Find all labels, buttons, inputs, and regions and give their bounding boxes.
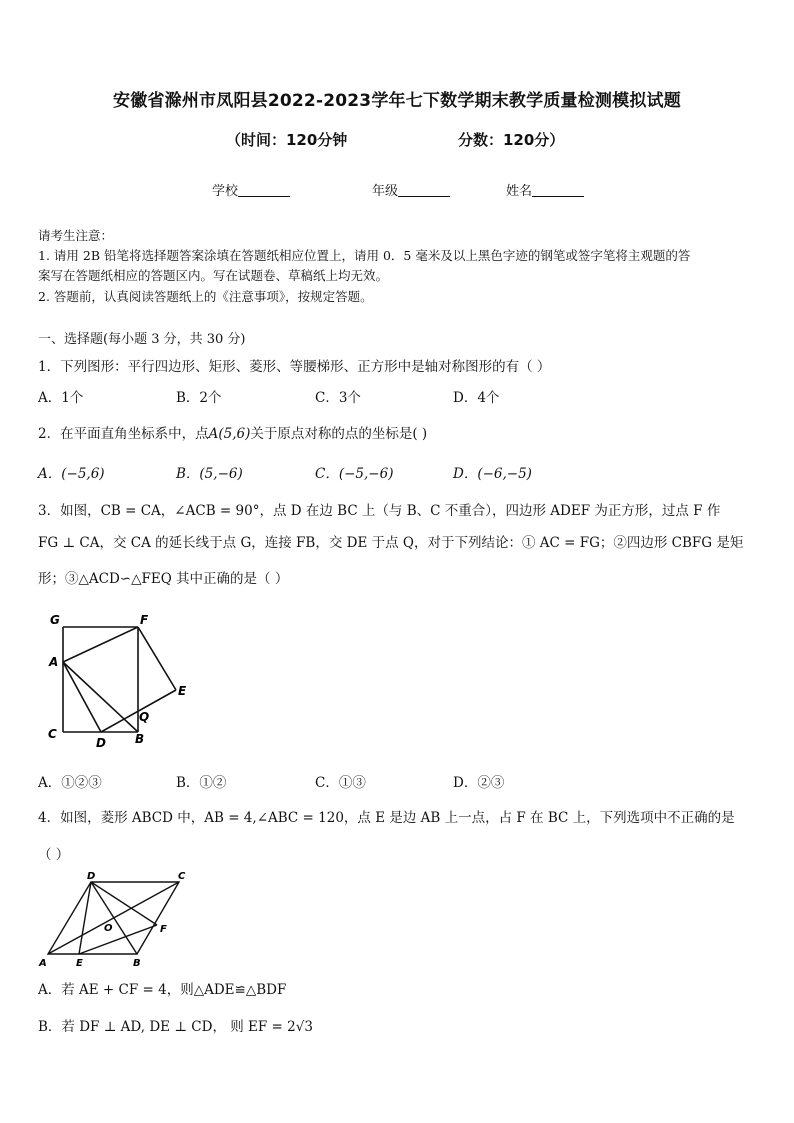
q1-option-b[interactable]: B．2个 — [176, 390, 222, 406]
q3-label-a: A — [49, 655, 59, 669]
q2-option-b[interactable]: B．(5,−6) — [176, 466, 243, 482]
q1-option-c[interactable]: C．3个 — [315, 390, 361, 406]
q4-label-a: A — [39, 958, 47, 969]
q3-label-d: D — [96, 736, 106, 750]
name-label: 姓名 — [506, 184, 533, 199]
q2-stem-post: 关于原点对称的点的坐标是( ) — [250, 426, 428, 442]
q2-option-a[interactable]: A．(−5,6) — [38, 466, 105, 482]
q2-stem — [38, 422, 427, 442]
q2-option-d[interactable]: D．(−6,−5) — [453, 466, 532, 482]
q4-label-e: E — [76, 958, 83, 969]
q3-option-d[interactable]: D．②③ — [453, 775, 505, 791]
q2-stem-pre: 2．在平面直角坐标系中，点 — [38, 426, 209, 442]
q4-label-b: B — [133, 958, 141, 969]
notice-heading: 请考生注意： — [38, 228, 114, 243]
q3-label-q: Q — [139, 710, 150, 724]
section-heading: 一、选择题(每小题 3 分，共 30 分) — [38, 332, 246, 347]
q4-label-c: C — [178, 871, 186, 882]
q3-label-c: C — [48, 727, 57, 741]
q4-seg-df — [91, 882, 157, 925]
grade-field[interactable] — [372, 180, 450, 199]
q3-line-1: 3．如图，CB = CA，∠ACB = 90°，点 D 在边 BC 上（与 B、C 不重合），四边形 ADEF 为正方形，过点 F 作 — [38, 503, 721, 519]
grade-label: 年级 — [372, 184, 399, 199]
grade-blank[interactable] — [398, 184, 450, 197]
score-label: 分数：120分） — [458, 131, 565, 149]
q3-seg-ad — [63, 662, 101, 732]
q4-label-d: D — [87, 871, 96, 882]
q3-option-a[interactable]: A．①②③ — [38, 775, 102, 791]
q1-option-a[interactable]: A．1个 — [38, 390, 84, 406]
q4-line-1: 4．如图，菱形 ABCD 中，AB = 4,∠ABC = 120，点 E 是边 AB 上一点，占 F 在 BC 上，下列选项中不正确的是 — [38, 810, 735, 826]
q3-label-f: F — [140, 613, 149, 627]
q3-line-2: FG ⊥ CA，交 CA 的延长线于点 G，连接 FB，交 DE 于点 Q，对于下列结论：① AC = FG；②四边形 CBFG 是矩 — [38, 535, 744, 551]
q2-point: A(5,6) — [208, 426, 251, 442]
q2-option-c[interactable]: C．(−5,−6) — [315, 466, 394, 482]
q3-label-b: B — [135, 732, 145, 746]
school-blank[interactable] — [238, 184, 290, 197]
q3-option-c[interactable]: C．①③ — [315, 775, 366, 791]
q4-option-b[interactable]: B．若 DF ⊥ AD, DE ⊥ CD， 则 EF = 2√3 — [38, 1019, 313, 1035]
notice-line-2: 2. 答题前，认真阅读答题纸上的《注意事项》，按规定答题。 — [38, 289, 373, 304]
q4-option-a[interactable]: A．若 AE + CF = 4，则△ADE≌△BDF — [38, 982, 287, 998]
q4-label-f: F — [160, 924, 167, 935]
time-label: （时间：120分钟 — [226, 131, 348, 149]
q3-figure — [38, 605, 198, 755]
name-blank[interactable] — [532, 184, 584, 197]
q3-line-3: 形；③△ACD∽△FEQ 其中正确的是（ ） — [38, 571, 289, 587]
q4-seg-db — [91, 882, 137, 954]
q1-stem: 1．下列图形：平行四边形、矩形、菱形、等腰梯形、正方形中是轴对称图形的有（ ） — [38, 359, 551, 375]
q3-seg-fe — [138, 627, 176, 690]
notice-line-1b: 案写在答题纸相应的答题区内。写在试题卷、草稿纸上均无效。 — [38, 268, 389, 283]
notice-line-1a: 1. 请用 2B 铅笔将选择题答案涂填在答题纸相应位置上，请用 0．5 毫米及以上黑色字迹的钢笔或签字笔将主观题的答 — [38, 248, 691, 263]
q4-line-2: （ ） — [38, 847, 70, 863]
name-field[interactable] — [506, 180, 584, 199]
exam-title: 安徽省滁州市凤阳县2022-2023学年七下数学期末教学质量检测模拟试题 — [113, 91, 681, 111]
school-label: 学校 — [212, 184, 239, 199]
q3-seg-ab — [63, 662, 138, 732]
q3-label-e: E — [178, 684, 187, 698]
q3-seg-af — [63, 627, 138, 662]
school-field[interactable] — [212, 180, 290, 199]
q3-label-g: G — [50, 613, 60, 627]
q4-figure — [34, 868, 204, 973]
q4-label-o: O — [104, 923, 113, 934]
q1-option-d[interactable]: D．4个 — [453, 390, 500, 406]
q3-option-b[interactable]: B．①② — [176, 775, 227, 791]
